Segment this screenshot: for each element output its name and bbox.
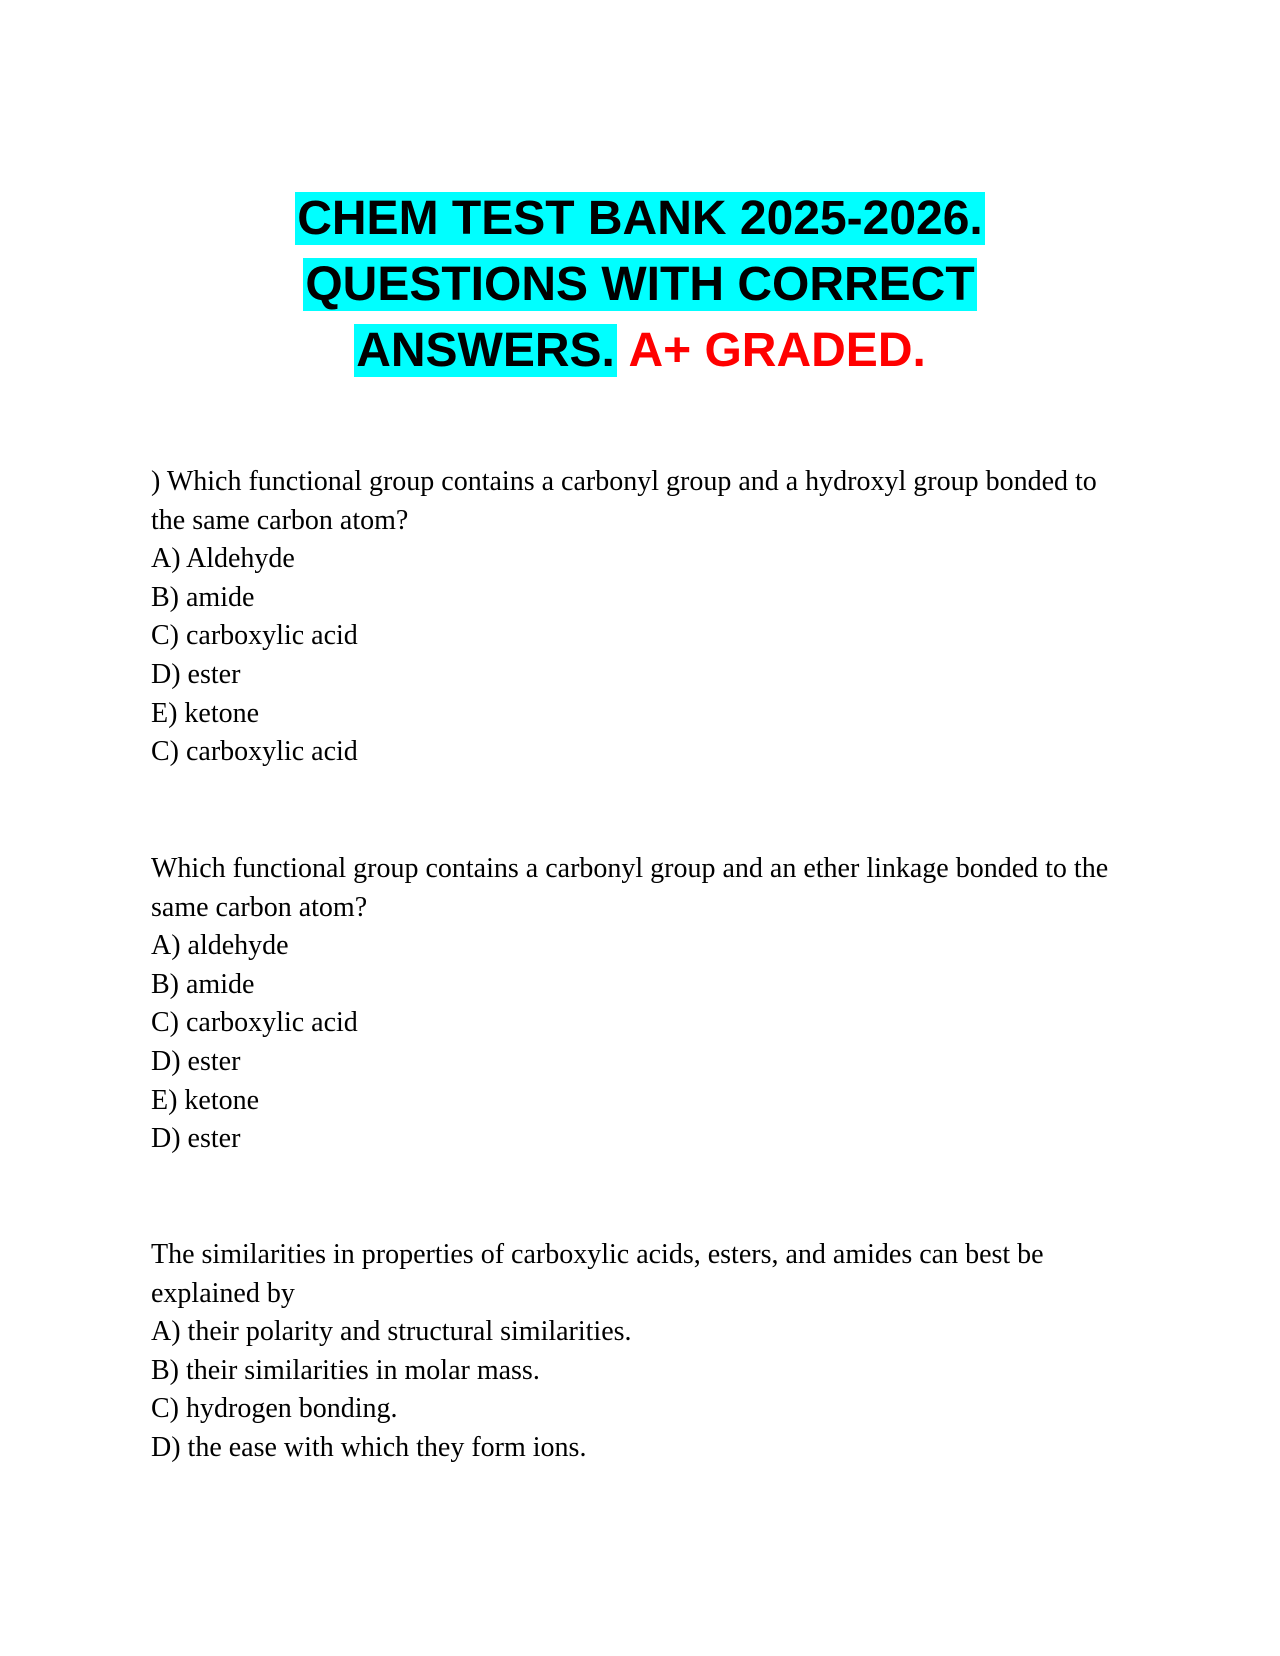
answer-option: D) ester bbox=[151, 1045, 241, 1077]
question-stem: Which functional group contains a carbonyl group and an ether linkage bonded to the same carbon atom? bbox=[151, 853, 1109, 923]
answer-option: D) the ease with which they form ions. bbox=[151, 1431, 587, 1463]
title-highlight-2: QUESTIONS WITH CORRECT bbox=[305, 258, 975, 311]
question-1 bbox=[151, 463, 1131, 772]
title-highlight-1: CHEM TEST BANK 2025-2026. bbox=[297, 192, 983, 245]
answer-option: E) ketone bbox=[151, 697, 260, 729]
answer-option: B) amide bbox=[151, 581, 255, 613]
grade-label: A+ GRADED. bbox=[628, 324, 926, 377]
answer-option: C) hydrogen bonding. bbox=[151, 1393, 398, 1425]
answer-option: C) carboxylic acid bbox=[151, 1007, 358, 1039]
question-2 bbox=[151, 850, 1131, 1159]
title-highlight-3: ANSWERS. bbox=[356, 324, 615, 377]
answer-option: D) ester bbox=[151, 658, 241, 690]
correct-answer: C) carboxylic acid bbox=[151, 736, 358, 768]
question-stem: ) Which functional group contains a carbonyl group and a hydroxyl group bonded to the same carbon atom? bbox=[151, 466, 1097, 536]
title-line-1 bbox=[0, 186, 1280, 252]
answer-option: E) ketone bbox=[151, 1084, 260, 1116]
question-3 bbox=[151, 1236, 1131, 1468]
answer-option: B) their similarities in molar mass. bbox=[151, 1354, 540, 1386]
question-stem: The similarities in properties of carboxylic acids, esters, and amides can best be explained by bbox=[151, 1239, 1044, 1309]
answer-option: C) carboxylic acid bbox=[151, 620, 358, 652]
answer-option: A) Aldehyde bbox=[151, 543, 295, 575]
correct-answer: D) ester bbox=[151, 1123, 241, 1155]
title-line-3 bbox=[0, 318, 1280, 384]
document-title bbox=[0, 186, 1280, 384]
answer-option: B) amide bbox=[151, 968, 255, 1000]
answer-option: A) aldehyde bbox=[151, 930, 289, 962]
answer-option: A) their polarity and structural similarities. bbox=[151, 1316, 632, 1348]
title-line-2 bbox=[0, 252, 1280, 318]
